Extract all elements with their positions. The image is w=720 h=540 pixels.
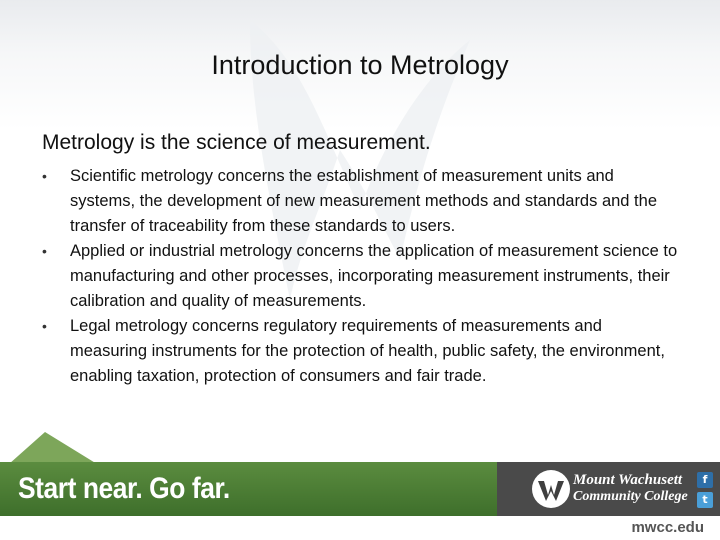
twitter-icon[interactable]: t — [697, 492, 713, 508]
bullet-text: Legal metrology concerns regulatory requirements of measurements and measuring instruments for the protection of health, public safety, the environment, enabling taxation, protection of consumers and fair trade. — [70, 317, 665, 385]
college-name-line1: Mount Wachusett — [573, 472, 683, 488]
bullet-item-legal — [42, 314, 682, 389]
bullet-text: Scientific metrology concerns the establishment of measurement units and systems, the development of new measurement methods and standards and the transfer of traceability from these standards to users. — [70, 167, 657, 235]
bullet-marker: • — [42, 318, 47, 334]
footer-slogan: Start near. Go far. — [18, 472, 230, 505]
bullet-item-applied — [42, 239, 682, 314]
college-logo-icon — [531, 469, 571, 509]
footer-bottom-strip — [0, 516, 720, 540]
bullet-marker: • — [42, 168, 47, 184]
bullet-text: Applied or industrial metrology concerns the application of measurement science to manufacturing and other processes, incorporating measurement instruments, their calibration and quality of measurements. — [70, 242, 678, 310]
facebook-icon[interactable]: f — [697, 472, 713, 488]
slide-title: Introduction to Metrology — [211, 50, 509, 80]
bullet-list — [42, 164, 682, 389]
college-name-line2: Community College — [573, 489, 688, 504]
website-link[interactable]: mwcc.edu — [631, 519, 704, 536]
bullet-marker: • — [42, 243, 47, 259]
bullet-item-scientific — [42, 164, 682, 239]
lead-statement: Metrology is the science of measurement. — [42, 131, 431, 154]
